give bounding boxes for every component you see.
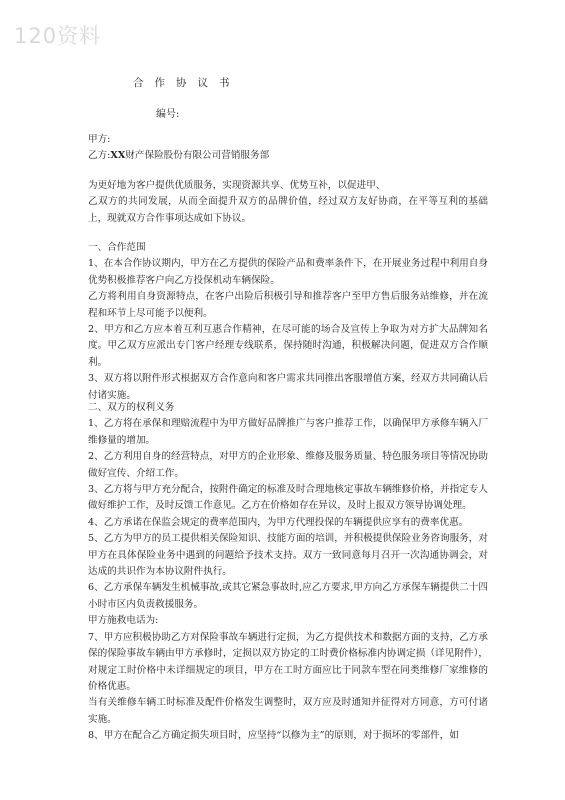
parties <box>88 132 488 165</box>
contract-number-label: 编号: <box>156 109 180 120</box>
paragraph: 8、甲方在配合乙方确定损失项目时，应坚持“以修为主”的原则，对于损坏的零部件，如 <box>88 730 459 742</box>
paragraph: 乙方将利用自身资源特点，在客户出险后积极引导和推荐客户至甲方售后服务站维修，并在流程和环节上尽可能予以便利。 <box>88 291 488 319</box>
paragraph: 甲方施救电话为: <box>88 615 159 627</box>
section-heading: 二、双方的权利义务 <box>88 402 175 413</box>
intro <box>88 178 488 227</box>
paragraph: 3、双方将以附件形式根据双方合作意向和客户需求共同推出客服增值方案，经双方共同确认后付诸实施。 <box>88 373 488 401</box>
section-cooperation-scope <box>88 240 488 404</box>
paragraph: 当有关维修车辆工时标准及配件价格发生调整时，双方应及时通知并征得对方同意，方可付诸实施。 <box>88 697 488 725</box>
section-rights-obligations <box>88 400 488 745</box>
paragraph: 1、乙方将在承保和理赔流程中为甲方做好品牌推广与客户推荐工作，以确保甲方承修车辆入厂维修量的增加。 <box>88 418 488 446</box>
paragraph: 1、在本合作协议期内，甲方在乙方提供的保险产品和费率条件下，在开展业务过程中利用自身优势积极推荐客户向乙方投保机动车辆保险。 <box>88 258 488 286</box>
paragraph: 6、乙方承保车辆发生机械事故,或其它紧急事故时,应乙方要求,甲方向乙方承保车辆提供二十四小时市区内负责救援服务。 <box>88 582 488 610</box>
intro-line-1: 为更好地为客户提供优质服务，实现资源共享、优势互补，以促进甲、 <box>88 180 386 191</box>
watermark: 120资料 <box>14 24 102 48</box>
paragraph: 2、乙方利用自身的经营特点，对甲方的企业形象、维修及服务质量、特色服务项目等情况协助做好宣传、介绍工作。 <box>88 451 488 479</box>
paragraph: 3、乙方将与甲方充分配合，按附件确定的标准及时合理地核定事故车辆维修价格，并指定专人做好维护工作，及时反馈工作意见。乙方在价格如存在异议，及时上报双方领导协调处理。 <box>88 484 488 512</box>
intro-line-2: 乙双方的共同发展，从而全面提升双方的品牌价值，经过双方友好协商，在平等互利的基础上，现就双方合作事项达成如下协议。 <box>88 196 488 224</box>
party-b: 乙方:XX财产保险股份有限公司营销服务部 <box>88 150 270 162</box>
paragraph: 5、乙方为甲方的员工提供相关保险知识、技能方面的培训，并积极提供保险业务咨询服务，对甲方在具体保险业务中遇到的问题给予技术支持。双方一致同意每月召开一次沟通协调会，对达成的共识作为本协议附件执行。 <box>88 533 488 578</box>
paragraph: 7、甲方应积极协助乙方对保险事故车辆进行定损，为乙方提供技术和数据方面的支持，乙方承保的保险事故车辆由甲方承修时，定损以双方协定的工时费价格标准内协调定损（详见附件），对规定工时价格中未详细规定的项目，甲方在工时方面应比于同款车型在同类维修厂家维修的价格优惠。 <box>88 631 488 692</box>
party-a: 甲方: <box>88 134 111 145</box>
page-title: 合作协议书 <box>133 77 241 89</box>
paragraph: 2、甲方和乙方应本着互利互惠合作精神，在尽可能的场合及宣传上争取为对方扩大品牌知名度。甲乙双方应派出专门客户经理专线联系，保持随时沟通，积极解决问题，促进双方合作顺利。 <box>88 324 488 368</box>
section-heading: 一、合作范围 <box>88 242 146 253</box>
paragraph: 4、乙方承诺在保监会规定的费率范围内，为甲方代理投保的车辆提供应享有的费率优惠。 <box>88 516 469 528</box>
